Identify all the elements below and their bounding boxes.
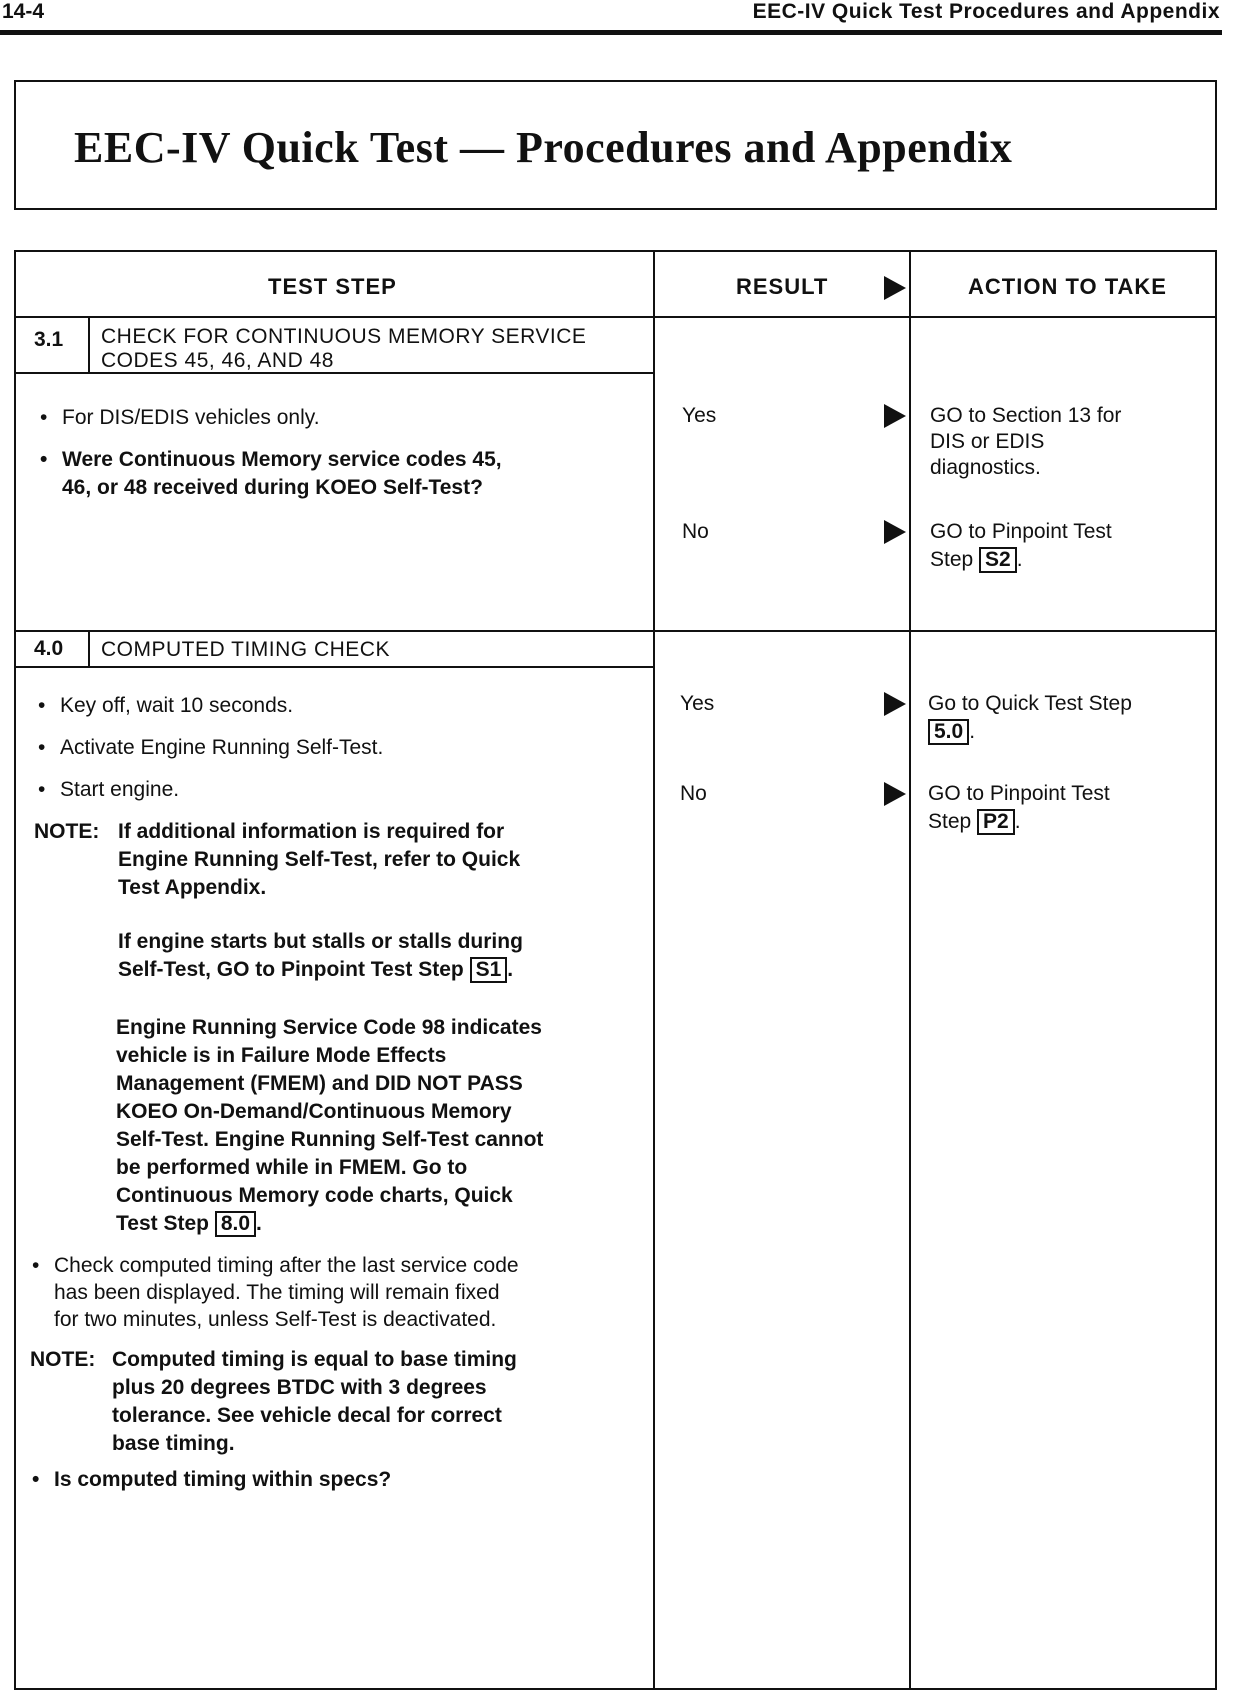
note-2 [118,928,523,984]
action-suffix: . [1014,810,1021,833]
note-line: vehicle is in Failure Mode Effects [116,1044,447,1067]
step-3-1-action-yes-line2: DIS or EDIS [930,430,1045,453]
step-3-1-yes-arrow-icon [884,404,906,428]
pinpoint-ref-p2[interactable]: P2 [977,809,1015,835]
step-3-1-action-yes-line3: diagnostics. [930,456,1041,479]
bullet-text: Check computed timing after the last service code [54,1254,519,1277]
step-3-1-result-yes: Yes [682,404,717,427]
header-test-step: TEST STEP [268,274,397,299]
column-divider-action [909,252,911,1688]
note-line [118,956,523,984]
note-label-1: NOTE: [34,820,100,843]
note-3 [116,1014,543,1238]
note-line-prefix: Test Step [116,1212,209,1235]
step-3-1-action-no-line1: GO to Pinpoint Test [930,520,1112,543]
note-label-4: NOTE: [30,1348,96,1371]
pinpoint-ref-s2[interactable]: S2 [979,547,1017,573]
action-step-prefix: Step [930,548,974,571]
bullet-dot: • [40,448,48,471]
bullet-text: Is computed timing within specs? [54,1468,392,1491]
bullet-dot: • [40,406,48,429]
header-action: ACTION TO TAKE [968,274,1167,299]
page-number: 14-4 [2,0,45,23]
page-title: EEC-IV Quick Test — Procedures and Appendix [74,123,1013,172]
step-4-0-title: COMPUTED TIMING CHECK [101,638,390,661]
note-1 [118,818,520,902]
header-result: RESULT [736,274,829,299]
note-line: Management (FMEM) and DID NOT PASS [116,1072,523,1095]
step-4-0-action-yes-line1: Go to Quick Test Step [928,692,1132,715]
step-3-1-title-line1: CHECK FOR CONTINUOUS MEMORY SERVICE [101,325,587,348]
step-3-1-bullet-1 [40,404,320,432]
note-line: Test Appendix. [118,876,267,899]
note-suffix: . [256,1212,262,1235]
note-line: KOEO On-Demand/Continuous Memory [116,1100,512,1123]
note-suffix: . [507,958,514,981]
action-suffix: . [1016,548,1023,571]
note-line: Engine Running Service Code 98 indicates [116,1016,542,1039]
bullet-text: For DIS/EDIS vehicles only. [62,406,320,429]
header-divider [16,316,1215,318]
step-3-1-bullet-2 [40,446,502,474]
step-3-1-number: 3.1 [34,328,64,351]
bullet-dot: • [32,1254,40,1277]
step-4-0-number: 4.0 [34,637,64,660]
bullet-text: Activate Engine Running Self-Test. [60,736,384,759]
quick-test-ref-5-0[interactable]: 5.0 [928,719,969,745]
action-suffix: . [969,720,976,743]
step-4-0-bullet-1 [38,692,293,720]
bullet-text: Key off, wait 10 seconds. [60,694,294,717]
step-3-1-result-no: No [682,520,709,543]
note-line [116,1210,543,1238]
step-4-0-bullet-2 [38,734,383,762]
running-header [0,0,1220,30]
header-arrow-icon [884,276,906,300]
step-4-0-result-yes: Yes [680,692,715,715]
step-3-1-action-yes-line1: GO to Section 13 for [930,404,1122,427]
note-line: If additional information is required for [118,820,505,843]
header-rule [0,30,1222,35]
step-4-0-bullet-4 [32,1252,519,1280]
action-step-prefix: Step [928,810,972,833]
pinpoint-ref-s1[interactable]: S1 [470,957,508,983]
step-row-divider [16,630,1215,632]
bullet-dot: • [38,694,46,717]
note-line: Self-Test. Engine Running Self-Test cannot [116,1128,544,1151]
note-4 [112,1346,517,1458]
step-3-1-action-no-line2 [930,546,1023,574]
step-3-1-no-arrow-icon [884,520,906,544]
running-title: EEC-IV Quick Test Procedures and Appendix [752,0,1220,23]
bullet-dot: • [32,1468,40,1491]
bullet-dot: • [38,778,46,801]
note-line: base timing. [112,1432,235,1455]
step-4-0-number-divider [88,630,90,666]
step-3-1-bullet-2-cont: 46, or 48 received during KOEO Self-Test? [62,476,483,499]
step-4-0-result-no: No [680,782,707,805]
column-divider-result [653,252,655,1688]
test-step-table [14,250,1217,1690]
step-4-0-title-underline [16,666,653,668]
step-4-0-bullet-4-cont-2: for two minutes, unless Self-Test is deactivated. [54,1308,497,1331]
step-4-0-bullet-4-cont-1: has been displayed. The timing will remain fixed [54,1281,500,1304]
note-line-prefix: Self-Test, GO to Pinpoint Test Step [118,958,464,981]
note-line: Continuous Memory code charts, Quick [116,1184,513,1207]
step-4-0-bullet-3 [38,776,179,804]
title-box [14,80,1217,210]
note-line: Engine Running Self-Test, refer to Quick [118,848,521,871]
step-4-0-bullet-5 [32,1466,391,1494]
step-3-1-number-divider [88,316,90,372]
step-4-0-action-no-line2 [928,808,1021,836]
note-line: tolerance. See vehicle decal for correct [112,1404,502,1427]
note-line: plus 20 degrees BTDC with 3 degrees [112,1376,487,1399]
bullet-dot: • [38,736,46,759]
step-4-0-no-arrow-icon [884,782,906,806]
quick-test-ref-8-0[interactable]: 8.0 [215,1211,256,1237]
step-4-0-yes-arrow-icon [884,692,906,716]
bullet-text: Were Continuous Memory service codes 45, [62,448,502,471]
note-line: If engine starts but stalls or stalls during [118,930,523,953]
bullet-text: Start engine. [60,778,180,801]
step-4-0-action-no-line1: GO to Pinpoint Test [928,782,1110,805]
note-line: be performed while in FMEM. Go to [116,1156,468,1179]
step-3-1-title-line2: CODES 45, 46, AND 48 [101,349,334,372]
note-line: Computed timing is equal to base timing [112,1348,517,1371]
step-4-0-action-yes-line2 [928,718,975,746]
